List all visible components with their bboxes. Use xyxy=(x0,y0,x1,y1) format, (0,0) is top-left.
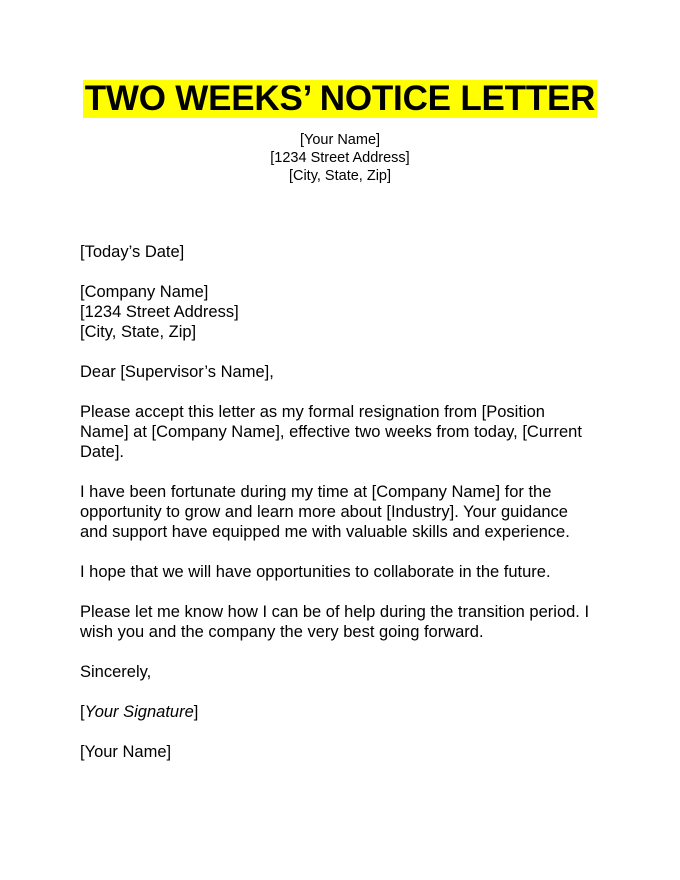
paragraph-resignation xyxy=(80,402,600,462)
signature-placeholder: Your Signature xyxy=(84,703,194,721)
sender-address xyxy=(0,131,680,185)
paragraph-transition xyxy=(80,602,600,642)
signature-line xyxy=(80,702,600,722)
recipient-street: [1234 Street Address] xyxy=(80,303,239,321)
recipient-address xyxy=(80,282,600,342)
paragraph-line: wish you and the company the very best going forward. xyxy=(80,623,484,641)
recipient-company: [Company Name] xyxy=(80,283,209,301)
recipient-city: [City, State, Zip] xyxy=(80,323,197,341)
signer-name xyxy=(80,742,600,762)
paragraph-line: Please accept this letter as my formal resignation from [Position xyxy=(80,403,545,421)
sender-street: [1234 Street Address] xyxy=(270,150,410,166)
sender-city: [City, State, Zip] xyxy=(288,168,392,184)
paragraph-line: Please let me know how I can be of help during the transition period. I xyxy=(80,603,590,621)
paragraph-line: I hope that we will have opportunities to collaborate in the future. xyxy=(80,563,551,581)
signature-close-bracket: ] xyxy=(193,703,199,721)
paragraph-line: I have been fortunate during my time at [Company Name] for the xyxy=(80,483,552,501)
closing xyxy=(80,662,600,682)
paragraph-collaborate xyxy=(80,562,600,582)
paragraph-line: Date]. xyxy=(80,443,125,461)
paragraph-line: opportunity to grow and learn more about [Industry]. Your guidance xyxy=(80,503,568,521)
paragraph-gratitude xyxy=(80,482,600,542)
salutation-text: Dear [Supervisor’s Name], xyxy=(80,363,274,381)
title-block xyxy=(0,80,680,118)
paragraph-line: and support have equipped me with valuable skills and experience. xyxy=(80,523,570,541)
letter-date xyxy=(80,242,600,262)
date-text: [Today’s Date] xyxy=(80,243,185,261)
sender-name: [Your Name] xyxy=(299,132,381,148)
document-title: TWO WEEKS’ NOTICE LETTER xyxy=(84,79,596,118)
salutation xyxy=(80,362,600,382)
signature-open-bracket: [ xyxy=(80,703,85,721)
paragraph-line: Name] at [Company Name], effective two weeks from today, [Current xyxy=(80,423,582,441)
signer-name-text: [Your Name] xyxy=(80,743,172,761)
letter-body xyxy=(80,242,600,782)
closing-text: Sincerely, xyxy=(80,663,152,681)
